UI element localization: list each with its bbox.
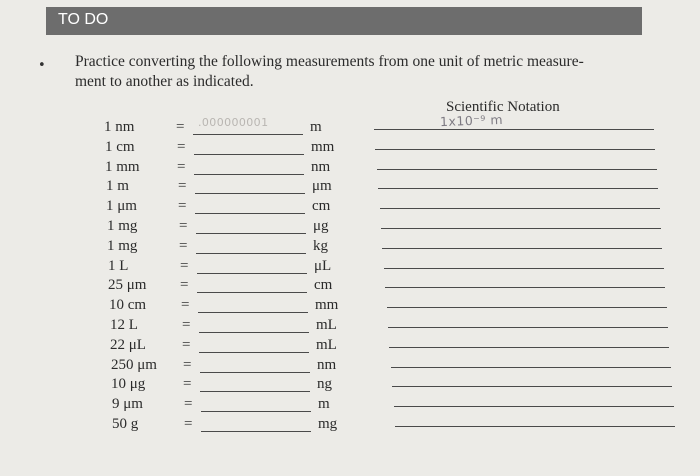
conversion-row	[0, 258, 700, 278]
target-unit: m	[310, 119, 322, 135]
from-quantity: 12 L	[110, 317, 138, 333]
conversion-row	[0, 337, 700, 357]
header-title: TO DO	[58, 11, 109, 28]
answer-blank[interactable]	[196, 233, 306, 234]
equals-sign: =	[177, 159, 186, 175]
target-unit: kg	[313, 238, 328, 254]
answer-blank[interactable]	[200, 391, 310, 392]
equals-sign: =	[177, 139, 186, 155]
target-unit: μg	[313, 218, 329, 234]
scientific-notation-blank[interactable]	[377, 169, 657, 170]
conversion-row	[0, 416, 700, 436]
conversion-row	[0, 198, 700, 218]
from-quantity: 22 μL	[110, 337, 146, 353]
answer-blank[interactable]	[194, 154, 304, 155]
equals-sign: =	[182, 317, 191, 333]
from-quantity: 1 μm	[106, 198, 137, 214]
target-unit: m	[318, 396, 330, 412]
scientific-notation-blank[interactable]	[394, 406, 674, 407]
equals-sign: =	[178, 178, 187, 194]
scientific-notation-blank[interactable]	[380, 208, 660, 209]
conversion-row	[0, 357, 700, 377]
from-quantity: 1 L	[108, 258, 129, 274]
from-quantity: 1 nm	[104, 119, 135, 135]
target-unit: nm	[311, 159, 331, 175]
equals-sign: =	[181, 297, 190, 313]
target-unit: μL	[314, 258, 332, 274]
from-quantity: 25 μm	[108, 277, 147, 293]
conversion-row	[0, 277, 700, 297]
scientific-notation-blank[interactable]	[381, 228, 661, 229]
scientific-notation-blank[interactable]	[389, 347, 669, 348]
conversion-row	[0, 119, 700, 139]
equals-sign: =	[176, 119, 185, 135]
target-unit: ng	[317, 376, 332, 392]
answer-blank[interactable]	[199, 352, 309, 353]
from-quantity: 50 g	[112, 416, 139, 432]
faint-written-answer: .000000001	[198, 116, 269, 129]
conversion-row	[0, 178, 700, 198]
target-unit: mm	[315, 297, 339, 313]
from-quantity: 9 μm	[112, 396, 143, 412]
target-unit: mL	[316, 317, 337, 333]
scientific-notation-blank[interactable]	[391, 367, 671, 368]
target-unit: mL	[316, 337, 337, 353]
target-unit: mm	[311, 139, 335, 155]
conversion-row	[0, 139, 700, 159]
answer-blank[interactable]	[198, 312, 308, 313]
answer-blank[interactable]	[195, 193, 305, 194]
equals-sign: =	[183, 357, 192, 373]
scientific-notation-blank[interactable]	[388, 327, 668, 328]
target-unit: cm	[312, 198, 331, 214]
answer-blank[interactable]	[200, 372, 310, 373]
scientific-notation-blank[interactable]	[385, 287, 665, 288]
equals-sign: =	[180, 258, 189, 274]
conversion-row	[0, 218, 700, 238]
conversion-row	[0, 238, 700, 258]
answer-blank[interactable]	[199, 332, 309, 333]
instructions-line-1: Practice converting the following measurements from one unit of metric measure-	[75, 53, 584, 70]
target-unit: cm	[314, 277, 333, 293]
instructions-line-2: ment to another as indicated.	[75, 73, 254, 90]
answer-blank[interactable]	[193, 134, 303, 135]
answer-blank[interactable]	[197, 292, 307, 293]
equals-sign: =	[184, 396, 193, 412]
conversion-row	[0, 297, 700, 317]
answer-blank[interactable]	[201, 431, 311, 432]
scientific-notation-blank[interactable]	[375, 149, 655, 150]
equals-sign: =	[184, 416, 193, 432]
target-unit: nm	[317, 357, 337, 373]
scientific-notation-blank[interactable]	[387, 307, 667, 308]
target-unit: μm	[312, 178, 332, 194]
answer-blank[interactable]	[194, 174, 304, 175]
from-quantity: 1 cm	[105, 139, 135, 155]
conversion-row	[0, 376, 700, 396]
scientific-notation-blank[interactable]	[384, 268, 664, 269]
equals-sign: =	[179, 238, 188, 254]
answer-blank[interactable]	[196, 253, 306, 254]
conversion-row	[0, 317, 700, 337]
scientific-notation-blank[interactable]	[395, 426, 675, 427]
equals-sign: =	[179, 218, 188, 234]
scientific-notation-blank[interactable]	[374, 129, 654, 130]
todo-header-bar	[46, 7, 642, 35]
instructions-text	[75, 52, 655, 92]
from-quantity: 1 mm	[105, 159, 140, 175]
equals-sign: =	[182, 337, 191, 353]
from-quantity: 10 μg	[111, 376, 146, 392]
equals-sign: =	[178, 198, 187, 214]
target-unit: mg	[318, 416, 338, 432]
handwritten-answer: 1x10⁻⁹ m	[439, 111, 504, 130]
bullet-point: •	[38, 58, 46, 73]
from-quantity: 1 mg	[107, 238, 138, 254]
scientific-notation-blank[interactable]	[392, 386, 672, 387]
from-quantity: 1 mg	[107, 218, 138, 234]
answer-blank[interactable]	[201, 411, 311, 412]
from-quantity: 1 m	[106, 178, 129, 194]
scientific-notation-blank[interactable]	[382, 248, 662, 249]
answer-blank[interactable]	[197, 273, 307, 274]
answer-blank[interactable]	[195, 213, 305, 214]
equals-sign: =	[180, 277, 189, 293]
scientific-notation-blank[interactable]	[378, 188, 658, 189]
conversion-row	[0, 396, 700, 416]
from-quantity: 250 μm	[111, 357, 157, 373]
scientific-notation-header: Scientific Notation	[446, 99, 560, 115]
equals-sign: =	[183, 376, 192, 392]
conversion-row	[0, 159, 700, 179]
from-quantity: 10 cm	[109, 297, 147, 313]
